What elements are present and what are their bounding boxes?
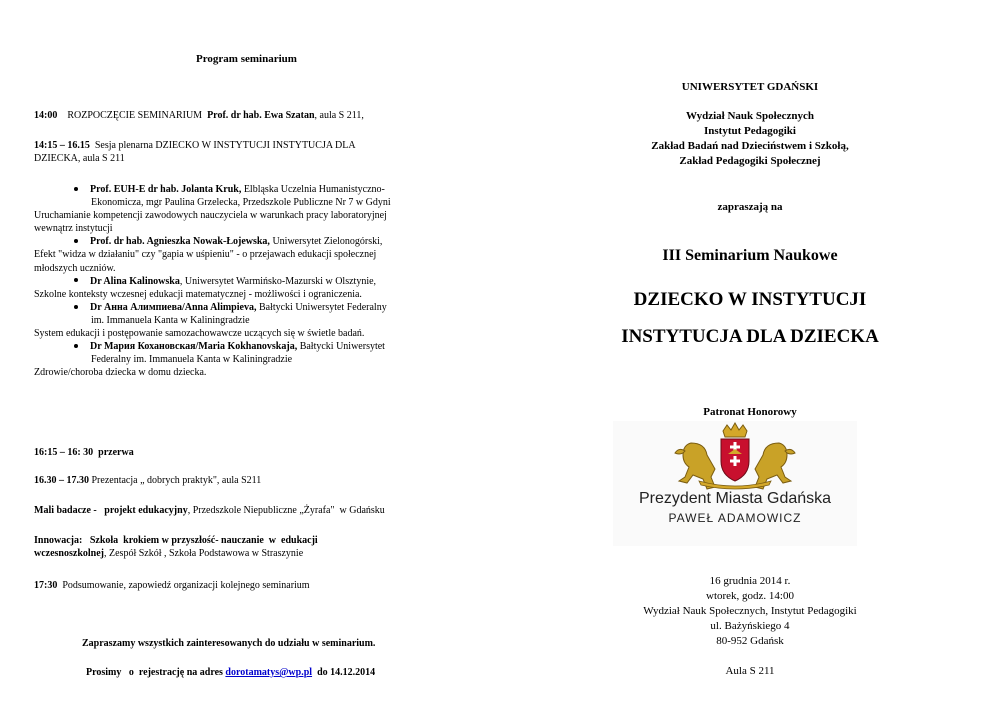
- speaker-name: Prof. dr hab. Agnieszka Nowak-Łojewska,: [90, 236, 270, 248]
- program-item-summary: [34, 579, 310, 592]
- logo-subtitle: PAWEŁ ADAMOWICZ: [668, 511, 802, 525]
- gdansk-coat-of-arms-icon: [613, 421, 857, 546]
- list-item: [34, 301, 454, 340]
- talk-title: System edukacji i postępowanie samozachowawcze uczących się w świetle badań.: [34, 328, 365, 340]
- speaker-name: Dr Мария Кохановская/Maria Kokhanovskaja,: [90, 341, 298, 353]
- speaker-affiliation: im. Immanuela Kanta w Kaliningradzie: [91, 314, 250, 326]
- item-text: Prezentacja „ dobrych praktyk", aula S211: [89, 475, 262, 486]
- event-city: 80-952 Gdańsk: [716, 635, 784, 647]
- program-item-project: [34, 504, 385, 517]
- talk-title: Efekt "widza w działaniu" czy "gapia w uśpieniu" - o przejawach edukacji społecznej: [34, 249, 377, 261]
- logo-title: Prezydent Miasta Gdańska: [638, 490, 832, 507]
- item-text: DZIECKA: [34, 153, 78, 164]
- item-title: Mali badacze - projekt edukacyjny: [34, 505, 188, 516]
- item-text: ROZPOCZĘCIE SEMINARIUM: [67, 110, 203, 121]
- talk-title: młodszych uczniów.: [34, 262, 116, 274]
- talk-title: Szkolne konteksty wczesnej edukacji matematycznej - możliwości i ograniczenia.: [34, 288, 362, 300]
- item-text: , Przedszkole Niepubliczne „Żyrafa" w Gdańsku: [187, 505, 385, 516]
- bullet-icon: [74, 187, 78, 191]
- item-title: wczesnoszkolnej: [34, 548, 104, 559]
- university-name: UNIWERSYTET GDAŃSKI: [681, 81, 819, 93]
- program-item-break: 16:15 – 16: 30 przerwa: [34, 447, 134, 458]
- speaker-name: Dr Анна Алимпиева/Anna Alimpieva,: [90, 301, 257, 313]
- event-time: wtorek, godz. 14:00: [706, 590, 794, 602]
- speaker-name: Dr Alina Kalinowska: [90, 275, 180, 287]
- talk-title: Zdrowie/choroba dziecka w domu dziecka.: [34, 367, 207, 379]
- registration-deadline: do 14.12.2014: [312, 667, 376, 678]
- event-date: 16 grudnia 2014 r.: [709, 575, 791, 587]
- speaker-affiliation: Elbląska Uczelnia Humanistyczno-: [241, 184, 385, 195]
- invites-text: zapraszają na: [717, 201, 783, 213]
- item-room: , aula S 211: [77, 153, 125, 164]
- organizer-line: Instytut Pedagogiki: [704, 125, 796, 137]
- program-item-plenary: [34, 139, 454, 165]
- list-item: [34, 275, 454, 301]
- item-title: Innowacja: Szkoła krokiem w przyszłość- nauczanie w edukacji: [34, 535, 318, 546]
- registration-text: [86, 666, 375, 679]
- item-text: Sesja plenarna DZIECKO W INSTYTUCJI INSTYTUCJA DLA: [94, 140, 356, 151]
- item-room: , aula S 211,: [314, 110, 364, 121]
- item-time: 16.30 – 17.30: [34, 475, 89, 486]
- talk-title: wewnątrz instytucji: [34, 223, 113, 235]
- speaker-affiliation: Ekonomicza, mgr Paulina Grzelecka, Przedszkole Publiczne Nr 7 w Gdyni: [91, 197, 391, 209]
- invitation-text: Zapraszamy wszystkich zainteresowanych do udziału w seminarium.: [82, 638, 376, 649]
- program-item-innovation: [34, 534, 474, 560]
- organizer-line: Wydział Nauk Społecznych: [686, 110, 814, 122]
- speaker-affiliation: Bałtycki Uniwersytet Federalny: [256, 301, 387, 313]
- speakers-list: [34, 183, 454, 379]
- speaker-affiliation: Uniwersytet Zielonogórski,: [269, 236, 383, 248]
- seminar-title: III Seminarium Naukowe: [662, 247, 838, 264]
- program-item-presentation: [34, 474, 261, 487]
- item-time: 14:15 – 16.15: [34, 140, 90, 151]
- item-text: , Zespół Szkół , Szkoła Podstawowa w Straszynie: [104, 548, 304, 559]
- list-item: [34, 340, 454, 379]
- program-heading: Program seminarium: [196, 53, 297, 65]
- item-speaker: Prof. dr hab. Ewa Szatan: [207, 110, 315, 121]
- organizer-line: Zakład Badań nad Dzieciństwem i Szkołą,: [651, 140, 849, 152]
- event-place: Wydział Nauk Społecznych, Instytut Pedagogiki: [643, 605, 857, 617]
- bullet-icon: [74, 344, 78, 348]
- speaker-name: Prof. EUH-E dr hab. Jolanta Kruk,: [90, 184, 242, 195]
- item-time: 17:30: [34, 580, 58, 591]
- talk-title: Uruchamianie kompetencji zawodowych nauczyciela w warunkach pracy laboratoryjnej: [34, 210, 387, 222]
- speaker-affiliation: Federalny im. Immanuela Kanta w Kaliningradzie: [91, 354, 293, 366]
- cover-page: [560, 0, 940, 702]
- bullet-icon: [74, 305, 78, 309]
- item-time: 14:00: [34, 110, 58, 121]
- event-room: Aula S 211: [725, 665, 775, 677]
- event-title-line2: INSTYTUCJA DLA DZIECKA: [621, 326, 879, 347]
- bullet-icon: [74, 239, 78, 243]
- patronage-label: Patronat Honorowy: [703, 406, 797, 418]
- email-link[interactable]: dorotamatys@wp.pl: [225, 667, 313, 678]
- list-item: [34, 183, 454, 235]
- speaker-affiliation: , Uniwersytet Warmińsko-Mazurski w Olsztynie,: [179, 275, 377, 287]
- list-item: [34, 235, 454, 274]
- event-title-line1: DZIECKO W INSTYTUCJI: [633, 289, 867, 310]
- bullet-icon: [74, 278, 78, 282]
- event-street: ul. Bażyńskiego 4: [710, 620, 790, 632]
- item-text: Podsumowanie, zapowiedź organizacji kolejnego seminarium: [62, 580, 310, 591]
- patron-logo: [613, 421, 857, 546]
- speaker-affiliation: Bałtycki Uniwersytet: [297, 341, 385, 353]
- program-item-opening: [34, 109, 364, 122]
- registration-label: Prosimy o rejestrację na adres: [86, 667, 226, 678]
- organizer-line: Zakład Pedagogiki Społecznej: [679, 155, 821, 167]
